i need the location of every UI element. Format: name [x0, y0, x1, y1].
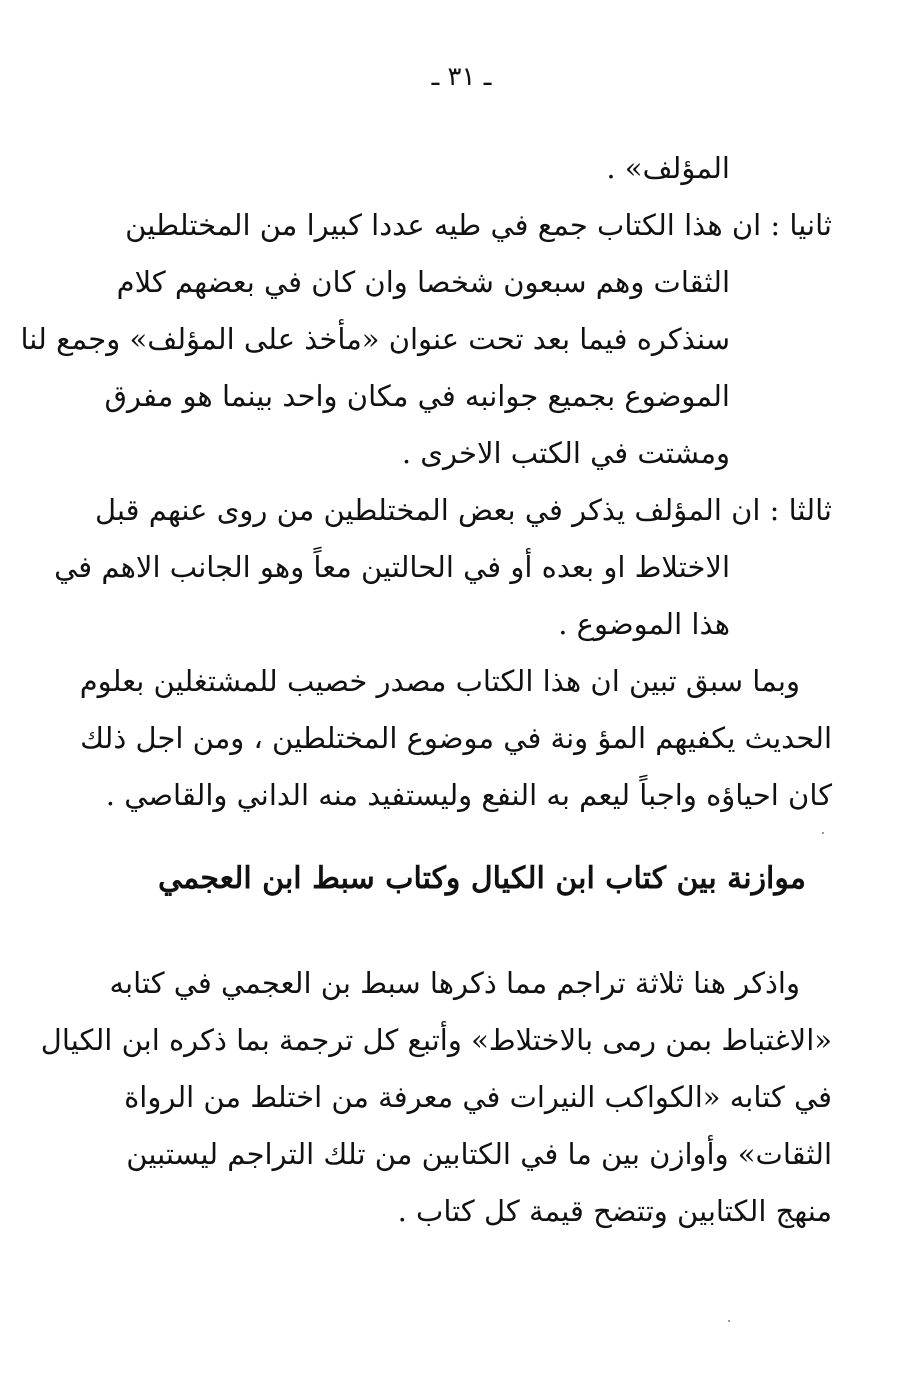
text-line: ثانيا : ان هذا الكتاب جمع في طيه عددا كبيرا من المختلطين [125, 208, 832, 242]
text-line: المؤلف» . [606, 151, 730, 185]
text-line: منهج الكتابين وتتضح قيمة كل كتاب . [397, 1194, 832, 1228]
text-line: الثقات» وأوازن بين ما في الكتابين من تلك التراجم ليستبين [126, 1137, 832, 1171]
text-line: الموضوع بجميع جوانبه في مكان واحد بينما هو مفرق [104, 379, 730, 413]
text-line: هذا الموضوع . [558, 607, 730, 641]
section-two-body [40, 955, 832, 1240]
text-line: وبما سبق تبين ان هذا الكتاب مصدر خصيب للمشتغلين بعلوم [79, 664, 800, 698]
section-heading: موازنة بين كتاب ابن الكيال وكتاب سبط ابن العجمي [158, 861, 806, 896]
text-line: في كتابه «الكواكب النيرات في معرفة من اختلط من الرواة [124, 1080, 832, 1114]
text-line: سنذكره فيما بعد تحت عنوان «مأخذ على المؤلف» وجمع لنا [20, 322, 730, 356]
text-line: الاختلاط او بعده أو في الحالتين معاً وهو الجانب الاهم في [54, 550, 730, 584]
text-line: ثالثا : ان المؤلف يذكر في بعض المختلطين من روى عنهم قبل [94, 493, 832, 527]
text-line: «الاغتباط بمن رمى بالاختلاط» وأتبع كل ترجمة بما ذكره ابن الكيال [40, 1023, 832, 1057]
scan-speck [822, 832, 824, 834]
section-one-body [20, 140, 832, 824]
text-line: واذكر هنا ثلاثة تراجم مما ذكرها سبط بن العجمي في كتابه [109, 966, 800, 1000]
text-line: ومشتت في الكتب الاخرى . [401, 436, 730, 470]
text-line: الحديث يكفيهم المؤ ونة في موضوع المختلطين ، ومن اجل ذلك [80, 721, 832, 755]
text-line: كان احياؤه واجباً ليعم به النفع وليستفيد منه الداني والقاصي . [105, 778, 832, 812]
scan-speck [728, 1320, 730, 1322]
page-number: ـ ٣١ ـ [431, 62, 492, 92]
text-line: الثقات وهم سبعون شخصا وان كان في بعضهم كلام [116, 265, 730, 299]
